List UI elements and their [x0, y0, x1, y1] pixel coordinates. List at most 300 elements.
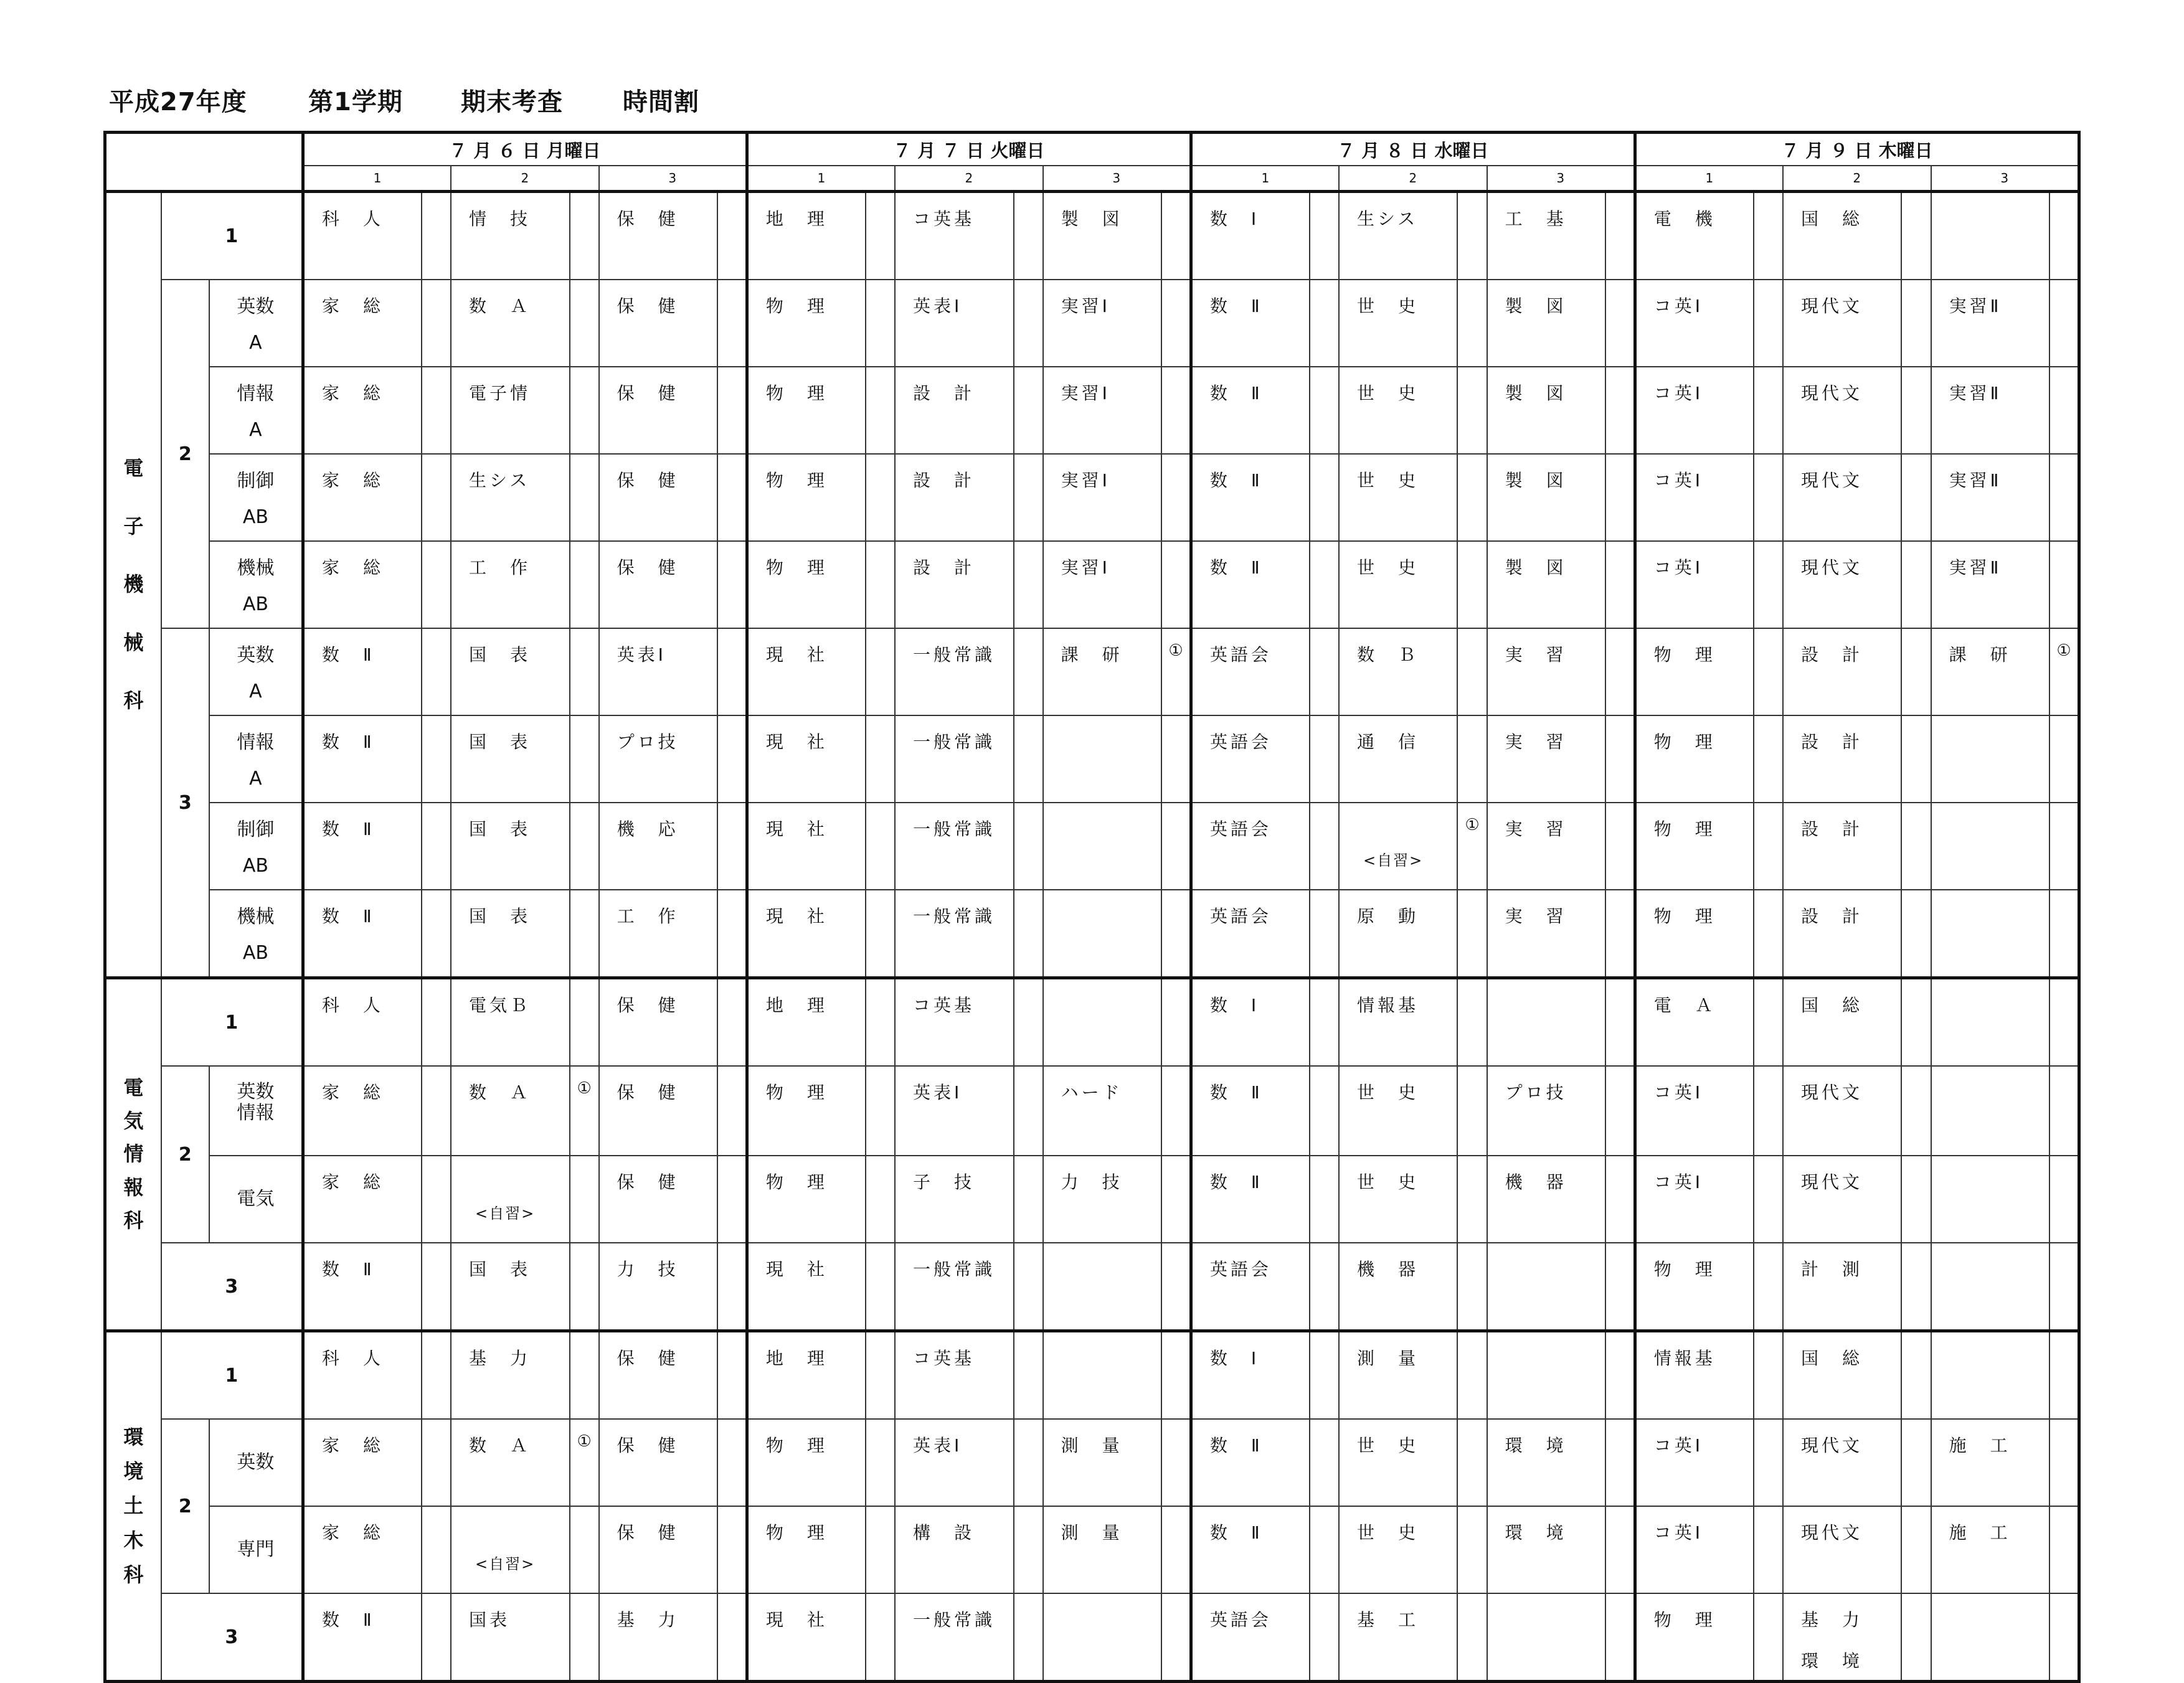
marker-cell: [1014, 1419, 1043, 1506]
class-label-line: 英数: [237, 644, 275, 666]
subject-cell: [1487, 192, 1606, 280]
subject-name: 情 技: [469, 209, 531, 229]
subject-cell: [895, 541, 1014, 628]
subject-cell: [895, 803, 1014, 890]
subject-name: 家 総: [321, 1082, 384, 1103]
subject-name: 国 表: [469, 732, 531, 752]
subject-name: 基 力: [617, 1610, 679, 1630]
marker-cell: [2049, 367, 2079, 454]
subject-name: 数 Ⅱ: [1209, 383, 1263, 403]
subject-name: 数 Ⅰ: [1209, 209, 1260, 229]
subject-cell: [1487, 454, 1606, 541]
marker-cell: [570, 978, 599, 1067]
department-char: 環: [123, 1425, 144, 1450]
subject-name: コ英Ⅰ: [1653, 470, 1704, 491]
marker-cell: [1310, 1593, 1339, 1682]
period-header: 1: [747, 166, 895, 192]
subject-name: 数 Ⅰ: [1209, 995, 1260, 1016]
marker-cell: [1161, 541, 1191, 628]
timetable-row: [105, 192, 2079, 280]
subject-cell: [1043, 1066, 1162, 1156]
marker-cell: [1014, 454, 1043, 541]
subject-name: 物 理: [1653, 1610, 1716, 1630]
marker-cell: [1457, 367, 1487, 454]
marker-cell: [866, 280, 895, 367]
day-header: ７ 月 ７ 日 火曜日: [747, 133, 1191, 166]
marker-cell: [1605, 803, 1635, 890]
subject-name: 世 史: [1356, 1082, 1419, 1103]
subject-cell: [1043, 367, 1162, 454]
subject-name: 世 史: [1356, 557, 1419, 578]
subject-cell: [1931, 890, 2050, 978]
subject-name: 測 量: [1061, 1435, 1123, 1456]
subject-name: 設 計: [913, 383, 975, 403]
marker-cell: [1457, 192, 1487, 280]
subject-cell: [747, 454, 866, 541]
subject-cell: [1635, 715, 1754, 803]
subject-name: 現 社: [765, 1259, 828, 1280]
subject-name: 数 Ａ: [469, 296, 531, 316]
subject-name: 数 Ⅰ: [1209, 1348, 1260, 1369]
subject-name: 現 社: [765, 819, 828, 839]
period-header: 2: [1783, 166, 1931, 192]
subject-name: 原 動: [1356, 906, 1419, 926]
department-label: [105, 978, 161, 1331]
department-char: 科: [123, 1208, 144, 1232]
subject-cell: [1931, 367, 2050, 454]
subject-name: 世 史: [1356, 1435, 1419, 1456]
marker-cell: [1754, 1066, 1783, 1156]
marker-cell: ①: [1161, 628, 1191, 715]
marker-cell: [1310, 192, 1339, 280]
marker-cell: [1161, 280, 1191, 367]
subject-cell: [303, 454, 422, 541]
subject-name: 保 健: [617, 1522, 679, 1543]
subject-name: 現代文: [1800, 1082, 1863, 1103]
marker-cell: [1014, 367, 1043, 454]
marker-cell: [717, 367, 747, 454]
subject-name: 保 健: [617, 1348, 679, 1369]
marker-cell: [1310, 367, 1339, 454]
subject-cell: [1191, 1506, 1310, 1593]
subject-name: 環 境: [1505, 1435, 1567, 1456]
subject-cell: [1783, 1506, 1902, 1593]
subject-name: 物 理: [1653, 644, 1716, 665]
timetable-row: [105, 715, 2079, 803]
class-label-line: A: [249, 768, 262, 790]
marker-cell: [866, 454, 895, 541]
subject-cell: [451, 803, 570, 890]
subject-cell: [303, 1593, 422, 1682]
marker-cell: [1161, 715, 1191, 803]
subject-cell: [451, 1243, 570, 1331]
marker-cell: [570, 628, 599, 715]
marker-cell: [1014, 1156, 1043, 1243]
year-label: 1: [161, 978, 303, 1067]
subject-name: 英語会: [1209, 732, 1272, 752]
subject-cell: [451, 978, 570, 1067]
subject-cell: [1339, 1066, 1458, 1156]
subject-name: 実習Ⅰ: [1061, 557, 1110, 578]
title-term: 第1学期: [308, 88, 403, 116]
subject-name: 現代文: [1800, 557, 1863, 578]
subject-name: 基 力: [1800, 1610, 1863, 1630]
title-doc: 時間割: [623, 88, 699, 116]
subject-cell: [1635, 1331, 1754, 1420]
marker-cell: [1901, 1419, 1931, 1506]
subject-cell: [1191, 280, 1310, 367]
marker-cell: [1605, 1156, 1635, 1243]
subject-name: 設 計: [1800, 906, 1863, 926]
subject-cell: [1339, 1331, 1458, 1420]
marker-cell: [1605, 367, 1635, 454]
subject-cell: [747, 280, 866, 367]
subject-cell: [1635, 367, 1754, 454]
marker-cell: [422, 454, 451, 541]
class-label: [209, 1066, 303, 1156]
subject-cell: [1487, 1593, 1606, 1682]
subject-cell: [599, 628, 718, 715]
marker-cell: [717, 1506, 747, 1593]
marker-cell: [1310, 978, 1339, 1067]
subject-cell: [1931, 1243, 2050, 1331]
marker-cell: [717, 280, 747, 367]
subject-cell: [1043, 628, 1162, 715]
title-exam: 期末考査: [461, 88, 563, 116]
subject-cell: [895, 367, 1014, 454]
subject-name: 現 社: [765, 644, 828, 665]
year-label: 2: [161, 280, 209, 628]
subject-cell: [599, 1593, 718, 1682]
marker-cell: [1457, 715, 1487, 803]
subject-name: 国 総: [1800, 1348, 1863, 1369]
subject-name: 世 史: [1356, 1172, 1419, 1192]
class-label-line: 制御: [237, 470, 275, 492]
subject-cell: [599, 1419, 718, 1506]
marker-cell: [1457, 628, 1487, 715]
subject-cell: [451, 1066, 570, 1156]
marker-cell: [1901, 1506, 1931, 1593]
subject-name: 科 人: [321, 1348, 384, 1369]
subject-cell: [1043, 1593, 1162, 1682]
marker-cell: [2049, 803, 2079, 890]
subject-cell: [1783, 367, 1902, 454]
marker-cell: [717, 715, 747, 803]
marker-cell: [1457, 454, 1487, 541]
subject-cell: [1931, 1066, 2050, 1156]
marker-cell: [2049, 541, 2079, 628]
marker-cell: [1754, 803, 1783, 890]
marker-cell: [1605, 454, 1635, 541]
department-char: 電: [123, 456, 144, 481]
class-label: [209, 715, 303, 803]
subject-cell: [303, 541, 422, 628]
class-label-line: 機械: [237, 906, 275, 928]
timetable-row: [105, 1243, 2079, 1331]
marker-cell: [422, 1243, 451, 1331]
marker-cell: [1605, 1331, 1635, 1420]
subject-name: コ英Ⅰ: [1653, 383, 1704, 403]
marker-cell: [1754, 367, 1783, 454]
subject-cell: [747, 978, 866, 1067]
marker-cell: [866, 1066, 895, 1156]
subject-name: 電子情: [469, 383, 531, 403]
day-header: ７ 月 ８ 日 水曜日: [1191, 133, 1635, 166]
marker-cell: [866, 715, 895, 803]
subject-name: 現 社: [765, 1610, 828, 1630]
marker-cell: [717, 454, 747, 541]
marker-cell: [1754, 628, 1783, 715]
subject-name: 実習Ⅰ: [1061, 296, 1110, 316]
subject-cell: [1487, 1419, 1606, 1506]
subject-name: 科 人: [321, 209, 384, 229]
class-label-line: AB: [242, 593, 268, 615]
subject-cell: [1931, 454, 2050, 541]
subject-cell: [451, 628, 570, 715]
subject-name: 数 Ⅱ: [321, 732, 375, 752]
subject-cell: [1339, 280, 1458, 367]
department-char: 気: [123, 1109, 144, 1133]
timetable-row: [105, 803, 2079, 890]
marker-cell: [1457, 1066, 1487, 1156]
marker-cell: [422, 890, 451, 978]
subject-name: 数 Ⅱ: [1209, 557, 1263, 578]
subject-cell: [895, 192, 1014, 280]
subject-cell: [895, 1066, 1014, 1156]
marker-cell: [1161, 1506, 1191, 1593]
subject-name: 物 理: [765, 1522, 828, 1543]
department-char: 情: [123, 1142, 144, 1166]
marker-cell: [2049, 890, 2079, 978]
marker-cell: [570, 715, 599, 803]
period-header: 3: [1931, 166, 2079, 192]
subject-name: 構 設: [913, 1522, 975, 1543]
class-label-line: A: [249, 419, 262, 441]
subject-name: 実習Ⅰ: [1061, 383, 1110, 403]
class-label-line: 専門: [237, 1539, 275, 1560]
subject-cell: [1191, 541, 1310, 628]
marker-cell: [1901, 1593, 1931, 1682]
marker-cell: [717, 1331, 747, 1420]
subject-name: 設 計: [1800, 732, 1863, 752]
subject-name: 設 計: [913, 557, 975, 578]
marker-cell: [1310, 454, 1339, 541]
subject-cell: [1191, 978, 1310, 1067]
subject-cell: [1339, 715, 1458, 803]
marker-cell: [866, 192, 895, 280]
subject-name: 機 器: [1356, 1259, 1419, 1280]
subject-name: 環 境: [1505, 1522, 1567, 1543]
marker-cell: [1310, 541, 1339, 628]
subject-name: 電気Ｂ: [469, 995, 531, 1016]
period-header: 2: [451, 166, 599, 192]
marker-cell: [1161, 978, 1191, 1067]
marker-cell: [866, 803, 895, 890]
subject-name: 国 総: [1800, 209, 1863, 229]
period-header: 1: [303, 166, 451, 192]
marker-cell: [1014, 1066, 1043, 1156]
marker-cell: [570, 280, 599, 367]
subject-name: 現 社: [765, 906, 828, 926]
subject-name: 家 総: [321, 557, 384, 578]
marker-cell: [2049, 715, 2079, 803]
period-header: 1: [1191, 166, 1339, 192]
subject-name: 家 総: [321, 470, 384, 491]
department-char: 報: [123, 1175, 144, 1199]
marker-cell: [866, 628, 895, 715]
marker-cell: [1161, 454, 1191, 541]
subject-cell: [599, 978, 718, 1067]
subject-name: 家 総: [321, 296, 384, 316]
marker-cell: [1457, 1331, 1487, 1420]
subject-name: 保 健: [617, 296, 679, 316]
marker-cell: ①: [1457, 803, 1487, 890]
marker-cell: [1605, 1593, 1635, 1682]
subject-cell: [451, 1419, 570, 1506]
subject-cell: [747, 541, 866, 628]
marker-cell: [866, 890, 895, 978]
subject-name: 情報基: [1356, 995, 1419, 1016]
marker-cell: [570, 1506, 599, 1593]
class-label-line: 機械: [237, 557, 275, 579]
class-label-line: 英数: [237, 1451, 275, 1473]
marker-cell: [422, 1593, 451, 1682]
marker-cell: [866, 1506, 895, 1593]
marker-cell: [717, 978, 747, 1067]
department-char: 境: [123, 1459, 144, 1484]
subject-cell: [599, 1243, 718, 1331]
timetable-row: [105, 1506, 2079, 1593]
marker-cell: [2049, 1243, 2079, 1331]
marker-cell: [1901, 280, 1931, 367]
subject-name: 物 理: [765, 383, 828, 403]
class-label-line: 情報: [237, 1102, 275, 1124]
class-label: [209, 541, 303, 628]
marker-cell: [1014, 628, 1043, 715]
subject-cell: [1931, 803, 2050, 890]
subject-name: 家 総: [321, 1435, 384, 1456]
marker-cell: [2049, 978, 2079, 1067]
subject-cell: [747, 803, 866, 890]
subject-name: 力 技: [617, 1259, 679, 1280]
subject-cell: [1191, 367, 1310, 454]
subject-cell: [747, 1156, 866, 1243]
subject-name: 地 理: [765, 209, 828, 229]
timetable-row: [105, 890, 2079, 978]
subject-name: 英語会: [1209, 1610, 1272, 1630]
subject-name: 通 信: [1356, 732, 1419, 752]
marker-cell: [1161, 1066, 1191, 1156]
marker-cell: [422, 541, 451, 628]
subject-name: 実 習: [1505, 644, 1567, 665]
self-study-note: <自習>: [1363, 852, 1424, 869]
subject-cell: [303, 978, 422, 1067]
marker-cell: ①: [570, 1419, 599, 1506]
subject-name: 英語会: [1209, 1259, 1272, 1280]
subject-cell: [451, 280, 570, 367]
class-label-line: 情報: [237, 732, 275, 753]
subject-name: 数 Ｂ: [1356, 644, 1419, 665]
marker-cell: [1161, 1243, 1191, 1331]
marker-cell: [1014, 1331, 1043, 1420]
subject-cell: [1043, 192, 1162, 280]
marker-cell: [1605, 192, 1635, 280]
subject-name: 数 Ⅱ: [1209, 1435, 1263, 1456]
subject-cell: [1783, 715, 1902, 803]
subject-cell: [303, 1331, 422, 1420]
department-char: 械: [123, 630, 144, 654]
marker-cell: [570, 454, 599, 541]
marker-cell: [1605, 541, 1635, 628]
marker-cell: [2049, 1506, 2079, 1593]
subject-cell: [1635, 1593, 1754, 1682]
subject-name: 現 社: [765, 732, 828, 752]
subject-cell: [1043, 1331, 1162, 1420]
subject-name: 家 総: [321, 383, 384, 403]
marker-cell: [570, 1331, 599, 1420]
subject-name: コ英Ⅰ: [1653, 1522, 1704, 1543]
marker-cell: [1457, 1593, 1487, 1682]
marker-cell: [570, 1243, 599, 1331]
subject-name: 保 健: [617, 557, 679, 578]
marker-cell: [866, 978, 895, 1067]
subject-cell: [1635, 890, 1754, 978]
department-label: [105, 1331, 161, 1682]
marker-cell: [1754, 715, 1783, 803]
marker-cell: [422, 192, 451, 280]
marker-cell: [2049, 280, 2079, 367]
marker-cell: [1901, 978, 1931, 1067]
class-label-line: 英数: [237, 296, 275, 318]
subject-name: 力 技: [1061, 1172, 1123, 1192]
subject-name: 英表Ⅰ: [913, 1435, 963, 1456]
subject-cell: [1043, 978, 1162, 1067]
subject-cell: [303, 1066, 422, 1156]
subject-name: 数 Ⅱ: [1209, 1172, 1263, 1192]
marker-cell: [1457, 1506, 1487, 1593]
subject-name: 生シス: [469, 470, 531, 491]
subject-name: 世 史: [1356, 296, 1419, 316]
marker-cell: [1901, 628, 1931, 715]
year-label: 3: [161, 628, 209, 978]
marker-cell: [422, 1419, 451, 1506]
self-study-note: <自習>: [475, 1205, 536, 1222]
subject-cell: [303, 1419, 422, 1506]
subject-name: 実習Ⅱ: [1949, 383, 2002, 403]
department-char: 機: [123, 572, 144, 596]
marker-cell: [1754, 454, 1783, 541]
timetable-row: [105, 1156, 2079, 1243]
subject-cell: [1783, 1593, 1902, 1682]
subject-cell: [1339, 1419, 1458, 1506]
subject-name: コ英Ⅰ: [1653, 1435, 1704, 1456]
subject-cell: [895, 628, 1014, 715]
timetable-row: [105, 978, 2079, 1067]
subject-cell: [1339, 1243, 1458, 1331]
marker-cell: ①: [2049, 628, 2079, 715]
subject-cell: [1635, 454, 1754, 541]
subject-cell: [451, 454, 570, 541]
subject-cell: [747, 1593, 866, 1682]
subject-cell: [599, 1506, 718, 1593]
subject-cell: [1043, 1506, 1162, 1593]
subject-cell: [1635, 1156, 1754, 1243]
subject-cell: [1783, 1243, 1902, 1331]
marker-cell: [1310, 1419, 1339, 1506]
subject-cell: [451, 890, 570, 978]
subject-cell: [1783, 628, 1902, 715]
subject-cell: [451, 1156, 570, 1243]
